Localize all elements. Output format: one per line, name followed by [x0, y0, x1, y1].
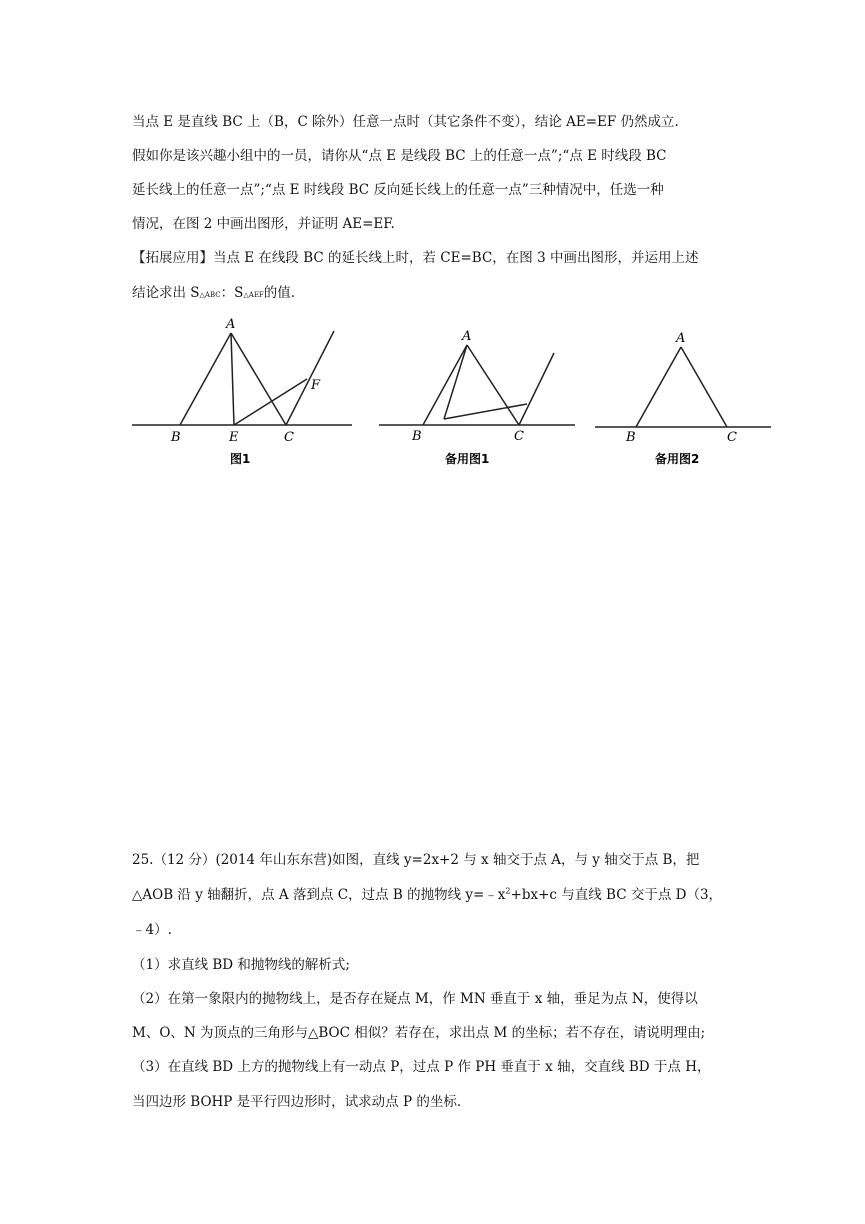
problem25-line: 25.（12 分）(2014 年山东东营)如图，直线 y=2x+2 与 x 轴交于点 A，与 y 轴交于点 B，把 [132, 852, 700, 868]
problem25-line: △AOB 沿 y 轴翻折，点 A 落到点 C，过点 B 的抛物线 $y=﹣x^2+bx+c$ 与直线 BC 交于点 D（3， [132, 886, 723, 903]
fig1-label-e: E [229, 430, 239, 445]
extension-line: 结论求出 S△ABC：S△AEF的值. [132, 285, 296, 301]
question-3-cont: 当四边形 BOHP 是平行四边形时，试求动点 P 的坐标. [132, 1094, 462, 1110]
paragraph-line: 延长线上的任意一点”;“点 E 时线段 BC 反向延长线上的任意一点”三种情况中，任选一种 [132, 182, 664, 198]
fig3-label-b: B [626, 430, 636, 445]
figure-3 [595, 347, 771, 427]
fig3-label-a: A [676, 331, 686, 346]
fig3-label-c: C [727, 430, 737, 445]
question-2: （2）在第一象限内的抛物线上，是否存在疑点 M，作 MN 垂直于 x 轴，垂足为点 N，使得以 [132, 991, 698, 1007]
fig1-label-c: C [284, 430, 294, 445]
extension-line: 【拓展应用】当点 E 在线段 BC 的延长线上时，若 CE=BC，在图 3 中画出图形，并运用上述 [132, 250, 699, 266]
figures-canvas [0, 0, 865, 480]
fig2-label-c: C [514, 429, 524, 444]
question-2-cont: M、O、N 为顶点的三角形与△BOC 相似？若存在，求出点 M 的坐标；若不存在，请说明理由; [132, 1025, 706, 1041]
fig1-label-f: F [311, 378, 321, 393]
fig2-label-b: B [412, 429, 422, 444]
paragraph-line: 情况，在图 2 中画出图形，并证明 AE=EF. [132, 216, 395, 232]
question-1: （1）求直线 BD 和抛物线的解析式; [132, 957, 350, 973]
problem25-line: ﹣4）. [132, 922, 172, 938]
fig1-caption: 图1 [230, 452, 251, 466]
paragraph-line: 假如你是该兴趣小组中的一员，请你从“点 E 是线段 BC 上的任意一点”;“点 E 时线段 BC [132, 148, 667, 164]
fig1-label-b: B [171, 430, 181, 445]
question-3: （3）在直线 BD 上方的抛物线上有一动点 P，过点 P 作 PH 垂直于 x 轴，交直线 BD 于点 H， [132, 1059, 711, 1075]
fig2-label-a: A [462, 329, 472, 344]
paragraph-line: 当点 E 是直线 BC 上（B，C 除外）任意一点时（其它条件不变），结论 AE=EF 仍然成立. [132, 114, 679, 130]
fig1-label-a: A [226, 317, 236, 332]
fig3-caption: 备用图2 [655, 452, 700, 466]
figure-2 [379, 345, 575, 425]
fig2-caption: 备用图1 [445, 452, 490, 466]
